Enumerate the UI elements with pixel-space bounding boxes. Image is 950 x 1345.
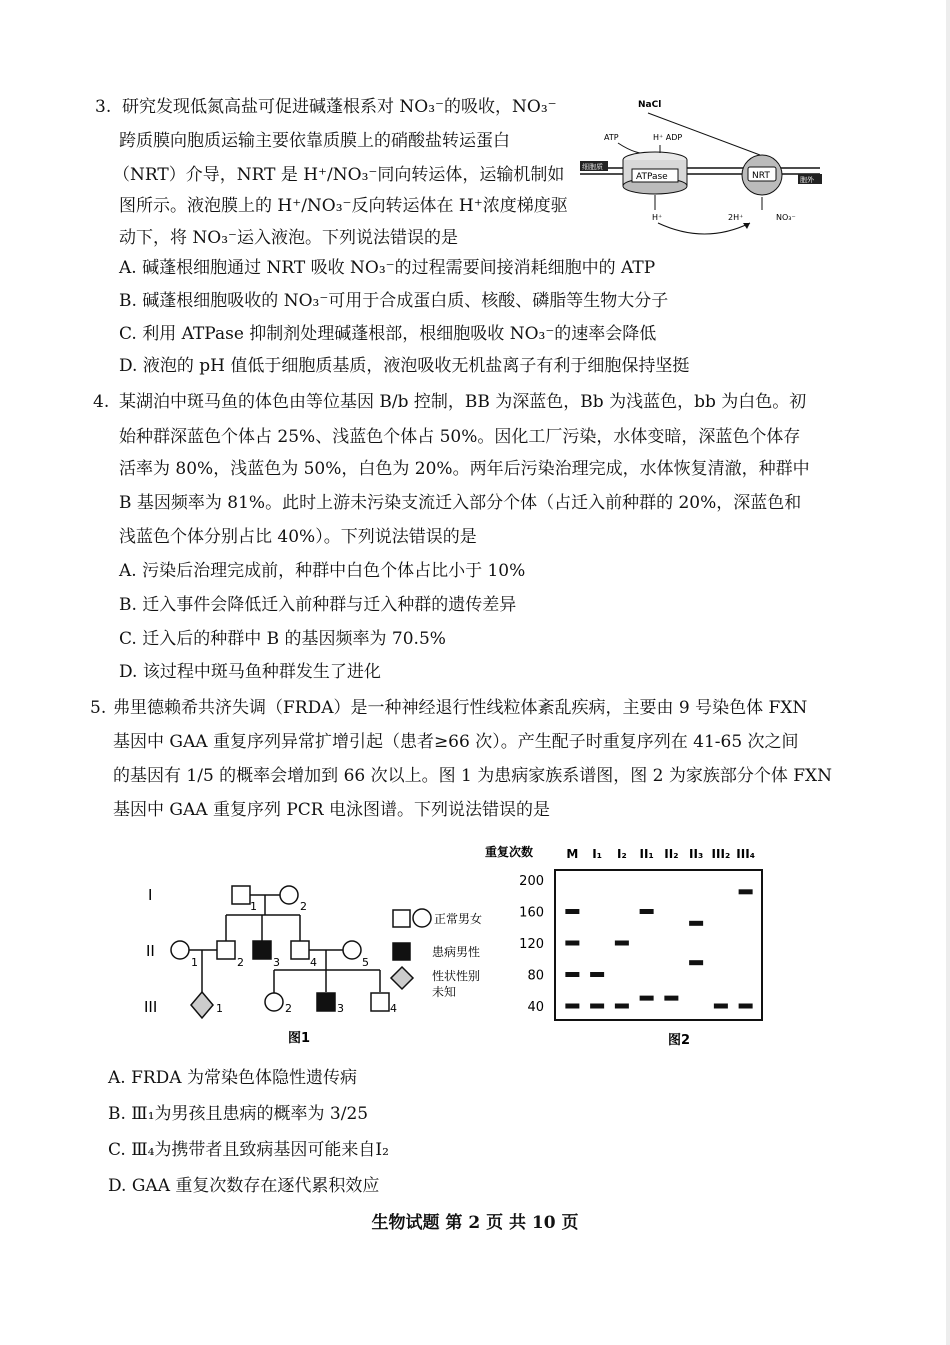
gel-band <box>640 909 654 914</box>
electrophoresis-figure <box>480 838 780 1060</box>
q3-line: （NRT）介导，NRT 是 H⁺/NO₃⁻同向转运体，运输机制如 <box>113 165 565 185</box>
q3-number: 3. <box>95 97 112 117</box>
q4-line: 始种群深蓝色个体占 25%、浅蓝色个体占 50%。因化工厂污染，水体变暗，深蓝色个体存 <box>119 427 801 447</box>
q3-fig-right-label: 胞外 <box>800 176 814 184</box>
q3-line: 动下，将 NO₃⁻运入液泡。下列说法错误的是 <box>119 228 459 248</box>
gel-frame <box>555 870 762 1020</box>
page-footer: 生物试题 第 2 页 共 10 页 <box>371 1213 579 1233</box>
gel-band <box>689 960 703 965</box>
pedigree-II2 <box>217 941 235 959</box>
q4-line: 浅蓝色个体分别占比 40%）。下列说法错误的是 <box>119 527 477 547</box>
q3-fig-atpase: ATPase <box>636 172 668 182</box>
q4-option-c: C. 迁入后的种群中 B 的基因频率为 70.5% <box>119 629 446 649</box>
gel-band <box>615 941 629 946</box>
legend-affected-male <box>393 943 410 960</box>
q4-option-a: A. 污染后治理完成前，种群中白色个体占比小于 10% <box>119 561 526 581</box>
legend-affected-text: 患病男性 <box>432 945 481 959</box>
q5-option-a: A. FRDA 为常染色体隐性遗传病 <box>108 1068 357 1088</box>
pedigree-III3 <box>317 993 335 1011</box>
legend-female-normal <box>413 909 431 927</box>
legend-unknown-text-2: 未知 <box>432 985 457 999</box>
q5-line: 基因中 GAA 重复序列异常扩增引起（患者≥66 次）。产生配子时重复序列在 41-65 次之间 <box>113 732 799 752</box>
gel-lane-label: II₃ <box>689 847 704 861</box>
q3-option-b: B. 碱蓬根细胞吸收的 NO₃⁻可用于合成蛋白质、核酸、磷脂等生物大分子 <box>119 291 669 311</box>
q3-fig-2h: 2H⁺ <box>728 213 744 222</box>
gel-band <box>615 1004 629 1009</box>
q3-fig-atp: ATP <box>604 133 619 142</box>
gel-ylabel: 重复次数 <box>485 845 534 859</box>
legend-unknown-text-1: 性状性别 <box>432 969 481 983</box>
label-II1: 1 <box>191 956 198 969</box>
pedigree-III2 <box>265 993 283 1011</box>
legend-normal-text: 正常男女 <box>434 912 483 926</box>
label-III4: 4 <box>390 1002 397 1015</box>
q3-line: 研究发现低氮高盐可促进碱蓬根系对 NO₃⁻的吸收，NO₃⁻ <box>122 97 557 117</box>
label-III1: 1 <box>216 1002 223 1015</box>
q4-line: 某湖泊中斑马鱼的体色由等位基因 B/b 控制，BB 为深蓝色，Bb 为浅蓝色，bb 为白色。初 <box>119 392 807 412</box>
q5-line: 基因中 GAA 重复序列 PCR 电泳图谱。下列说法错误的是 <box>113 800 550 820</box>
q4-option-b: B. 迁入事件会降低迁入前种群与迁入种群的遗传差异 <box>119 595 517 615</box>
pedigree-I2 <box>280 886 298 904</box>
label-III2: 2 <box>285 1002 292 1015</box>
q3-option-c: C. 利用 ATPase 抑制剂处理碱蓬根部，根细胞吸收 NO₃⁻的速率会降低 <box>119 324 657 344</box>
q3-fig-left-label: 细胞质 <box>582 163 603 171</box>
q3-fig-nrt: NRT <box>752 171 770 181</box>
q3-fig-nacl: NaCl <box>638 100 662 110</box>
gel-tick-label: 80 <box>527 968 544 984</box>
q3-transport-figure <box>580 95 830 245</box>
fig2-caption: 图2 <box>668 1033 691 1048</box>
gel-lane-label: M <box>566 847 579 861</box>
gel-lane-label: III₄ <box>736 847 755 861</box>
gel-lane-label: II₁ <box>639 847 654 861</box>
q5-line: 弗里德赖希共济失调（FRDA）是一种神经退行性线粒体紊乱疾病，主要由 9 号染色体 FXN <box>113 698 808 718</box>
gel-band <box>590 1004 604 1009</box>
gen-label-i: I <box>148 886 153 904</box>
q5-line: 的基因有 1/5 的概率会增加到 66 次以上。图 1 为患病家族系谱图，图 2 为家族部分个体 FXN <box>113 766 833 786</box>
pedigree-III4 <box>371 993 389 1011</box>
q5-option-c: C. Ⅲ₄为携带者且致病基因可能来自I₂ <box>108 1140 389 1160</box>
pedigree-II5 <box>343 941 361 959</box>
label-III3: 3 <box>337 1002 344 1015</box>
gel-tick-label: 160 <box>519 905 544 921</box>
q3-fig-h-adp: H⁺ ADP <box>653 133 683 142</box>
q3-option-d: D. 液泡的 pH 值低于细胞质基质，液泡吸收无机盐离子有利于细胞保持坚挺 <box>119 356 690 376</box>
gel-tick-label: 120 <box>519 937 544 952</box>
gel-band <box>664 996 678 1001</box>
gel-band <box>714 1004 728 1009</box>
gel-tick-label: 40 <box>527 1000 544 1015</box>
label-I2: 2 <box>300 900 307 913</box>
gel-lane-label: II₂ <box>664 847 679 861</box>
gel-band <box>565 972 579 977</box>
gel-band <box>640 996 654 1001</box>
q3-option-a: A. 碱蓬根细胞通过 NRT 吸收 NO₃⁻的过程需要间接消耗细胞中的 ATP <box>119 258 656 278</box>
gen-label-iii: III <box>144 998 158 1016</box>
gen-label-ii: II <box>146 942 155 960</box>
gel-band <box>739 889 753 894</box>
q3-line: 图所示。液泡膜上的 H⁺/NO₃⁻反向转运体在 H⁺浓度梯度驱 <box>119 196 568 216</box>
q3-fig-h-out: H⁺ <box>652 213 663 222</box>
gel-lane-label: I₂ <box>617 847 627 861</box>
gel-band <box>565 909 579 914</box>
pedigree-II1 <box>171 941 189 959</box>
label-II3: 3 <box>273 956 280 969</box>
q3-line: 跨质膜向胞质运输主要依靠质膜上的硝酸盐转运蛋白 <box>119 131 510 151</box>
page-edge-shadow <box>946 0 950 1345</box>
gel-band <box>739 1004 753 1009</box>
label-II2: 2 <box>237 956 244 969</box>
q4-option-d: D. 该过程中斑马鱼种群发生了进化 <box>119 662 381 682</box>
pedigree-II4 <box>291 941 309 959</box>
q5-number: 5. <box>90 698 107 718</box>
gel-band <box>565 1004 579 1009</box>
label-II4: 4 <box>310 956 317 969</box>
pedigree-II3 <box>253 941 271 959</box>
q5-option-d: D. GAA 重复次数存在逐代累积效应 <box>108 1176 380 1196</box>
label-I1: 1 <box>250 900 257 913</box>
gel-tick-label: 200 <box>519 874 544 889</box>
q3-fig-no3: NO₃⁻ <box>776 213 796 222</box>
gel-band <box>689 921 703 926</box>
pedigree-III1 <box>191 992 213 1018</box>
legend-unknown <box>391 967 413 989</box>
q4-line: 活率为 80%，浅蓝色为 50%，白色为 20%。两年后污染治理完成，水体恢复清澈，种群中 <box>119 459 810 479</box>
q4-line: B 基因频率为 81%。此时上游未污染支流迁入部分个体（占迁入前种群的 20%，深蓝色和 <box>119 493 802 513</box>
gel-band <box>590 972 604 977</box>
legend-male-normal <box>393 910 410 927</box>
q4-number: 4. <box>93 392 110 412</box>
pedigree-figure <box>140 870 500 1055</box>
gel-band <box>565 941 579 946</box>
pedigree-I1 <box>232 886 250 904</box>
fig1-caption: 图1 <box>288 1031 311 1046</box>
label-II5: 5 <box>362 956 369 969</box>
gel-lane-label: I₁ <box>592 847 602 861</box>
q5-option-b: B. Ⅲ₁为男孩且患病的概率为 3/25 <box>108 1104 369 1124</box>
gel-lane-label: III₂ <box>711 847 731 861</box>
